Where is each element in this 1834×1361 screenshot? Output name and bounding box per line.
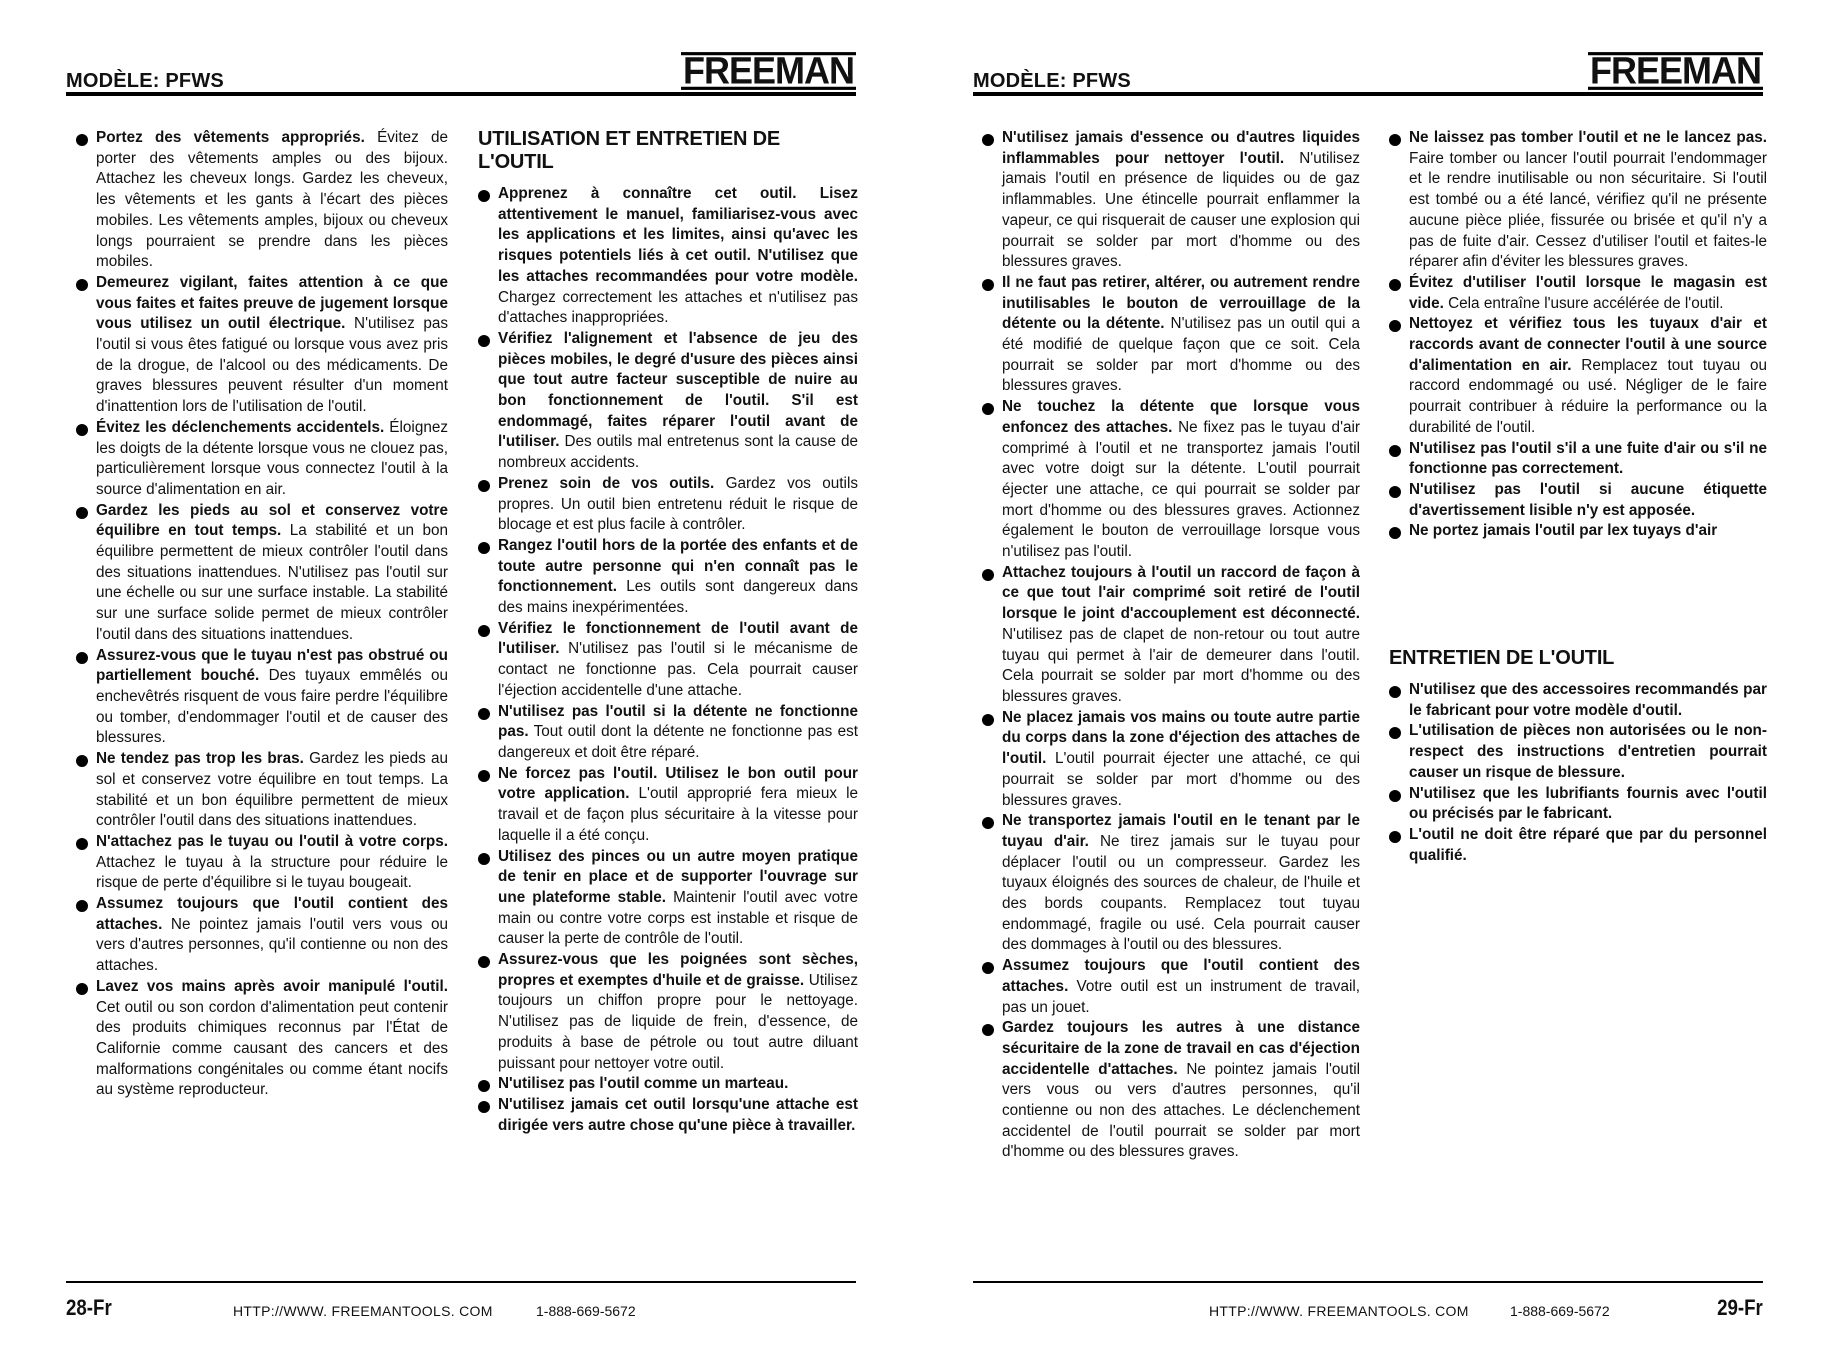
item-heading: Évitez les déclenchements accidentels. [96,418,385,436]
bullet-icon [478,956,490,968]
bullet-icon [478,770,490,782]
item-text: Remplacez tout tuyau ou raccord endommagé ou usé. Négliger de le faire pourrait contribuer à réduire la performance ou la durabilité de l'outil. [1409,356,1768,436]
bullet-icon [1389,134,1401,146]
item-text: L'outil approprié fera mieux le travail et de façon plus sécuritaire à la vitesse pour laquelle il a été conçu. [498,785,858,844]
bullet-icon [478,335,490,347]
list-item [478,950,858,1074]
freeman-logo [681,49,856,93]
footer-rule [973,1281,1763,1283]
item-heading: Il ne faut pas retirer, altérer, ou autrement rendre inutilisables le bouton de verrouillage de la détente ou la détente. [1002,273,1360,333]
item-text: Ne pointez jamais l'outil vers vous ou vers d'autres personnes, qu'il contienne ou non des attaches. Le déclenchement accidentel de l'outil pourrait se solder par mort d'homme ou des blessures graves. [1002,1060,1360,1161]
list-item [76,646,448,750]
item-text: Attachez le tuyau à la structure pour réduire le risque de perte d'équilibre si le tuyau bougeait. [96,853,448,892]
header-rule [973,92,1763,96]
item-text: L'outil pourrait éjecter une attaché, ce qui pourrait se solder par mort d'homme ou des blessures graves. [1002,750,1360,809]
bullet-icon [982,403,994,415]
item-heading: Assurez-vous que les poignées sont sèches, propres et exemptes d'huile et de graisse. [498,951,858,989]
right-column-1 [982,128,1360,1163]
item-text: Gardez les pieds au sol et conservez votre équilibre en tout temps. La stabilité et un bon équilibre permettent de mieux contrôler l'outil dans des situations inattendues. [96,750,448,830]
item-heading: Assumez toujours que l'outil contient des attaches. [96,895,448,933]
list-item [478,536,858,619]
list-item [478,702,858,764]
item-text: N'utilisez pas l'outil si le mécanisme de contact ne fonctionne pas. Cela pourrait causer l'éjection accidentelle d'une attache. [498,640,858,699]
bullet-icon [1389,486,1401,498]
bullet-icon [76,652,88,664]
list-item [982,128,1360,273]
left-column-2 [478,128,858,1136]
list-item [982,1018,1360,1163]
item-text: Ne pointez jamais l'outil vers vous ou vers d'autres personnes, qu'il contienne ou non des attaches. [96,915,448,975]
item-heading: Utilisez des pinces ou un autre moyen pratique de tenir en place et de supporter l'ouvrage sur une plateforme stable. [498,847,858,906]
item-text: Cet outil ou son cordon d'alimentation peut contenir des produits chimiques reconnus par l'État de Californie comme causant des cancers et des malformations congénitales ou comme étant nocifs au système reproducteur. [96,998,448,1099]
model-label: MODÈLE: PFWS [66,70,224,92]
list-item [1389,521,1767,542]
list-item [76,749,448,832]
item-heading: Portez des vêtements appropriés. [96,129,365,146]
bullet-icon [76,279,88,291]
bullet-icon [1389,790,1401,802]
item-text: Votre outil est un instrument de travail, pas un jouet. [1002,977,1360,1016]
bullet-icon [478,708,490,720]
list-item [76,128,448,273]
bullet-icon [982,279,994,291]
entretien-list [1389,680,1767,866]
item-heading: Assumez toujours que l'outil contient des attaches. [1002,957,1360,995]
header-rule [66,92,856,96]
item-text: Les outils sont dangereux dans des mains inexpérimentées. [498,578,858,617]
item-heading: Assurez-vous que le tuyau n'est pas obstrué ou partiellement bouché. [96,646,448,685]
item-heading: Vérifiez le fonctionnement de l'outil avant de l'utiliser. [498,619,858,658]
list-item [76,832,448,894]
item-text: Éloignez les doigts de la détente lorsque vous ne clouez pas, particulièrement lorsque vous connectez l'outil à la source d'alimentation en air. [96,418,448,498]
item-text: Ne tirez jamais sur le tuyau pour déplacer l'outil ou un compresseur. Gardez les tuyaux éloignés des sources de chaleur, de l'huile et des bords coupants. Remplacez tout tuyau endommagé, fragile ou usé. Cela pourrait causer des dommages à l'outil ou des blessures. [1002,832,1360,954]
footer-phone: 1-888-669-5672 [536,1303,636,1319]
safety-list [76,128,448,1101]
footer-url: HTTP://WWW. FREEMANTOOLS. COM [233,1303,493,1319]
item-text: Chargez correctement les attaches et n'utilisez pas d'attaches inappropriées. [498,288,858,327]
model-label: MODÈLE: PFWS [973,70,1131,92]
item-heading: L'utilisation de pièces non autorisées ou le non-respect des instructions d'entretien pourrait causer un risque de blessure. [1409,722,1767,781]
item-text: Des outils mal entretenus sont la cause de nombreux accidents. [498,433,858,472]
bullet-icon [982,134,994,146]
bullet-icon [76,507,88,519]
bullet-icon [76,424,88,436]
item-text: Tout outil dont la détente ne fonctionne pas est dangereux et doit être réparé. [498,723,858,761]
footer-rule [66,1281,856,1283]
item-heading: Ne laissez pas tomber l'outil et ne le lancez pas. [1409,129,1767,146]
item-heading: Gardez toujours les autres à une distance sécuritaire de la zone de travail en cas d'éjection accidentelle d'attaches. [1002,1019,1360,1078]
list-item [982,563,1360,708]
list-item [478,847,858,951]
item-heading: Ne transportez jamais l'outil en le tenant par le tuyau d'air. [1002,812,1360,850]
bullet-icon [478,190,490,202]
page-number: 28-Fr [66,1295,112,1320]
list-item [1389,439,1767,480]
bullet-icon [478,625,490,637]
list-item [478,184,858,329]
item-heading: N'utilisez pas l'outil si aucune étiquette d'avertissement lisible n'y est apposée. [1409,480,1767,519]
bullet-icon [982,962,994,974]
item-text: N'utilisez jamais l'outil en présence de liquides ou de gaz inflammables. Une étincelle pourrait enflammer la vapeur, ce qui risquerait de causer une explosion qui pourrait se solder par mort d'homme ou des blessures graves. [1002,149,1360,271]
list-item [1389,721,1767,783]
item-heading: Évitez d'utiliser l'outil lorsque le magasin est vide. [1409,273,1767,312]
item-heading: N'utilisez jamais cet outil lorsqu'une attache est dirigée vers autre chose qu'une pièce à travailler. [498,1095,858,1134]
safety-list [982,128,1360,1163]
footer-url: HTTP://WWW. FREEMANTOOLS. COM [1209,1303,1469,1319]
item-heading: Nettoyez et vérifiez tous les tuyaux d'air et raccords avant de connecter l'outil à une source d'alimentation en air. [1409,315,1767,374]
list-item [1389,480,1767,521]
bullet-icon [1389,831,1401,843]
utilisation-list [478,184,858,1136]
item-heading: N'utilisez jamais d'essence ou d'autres liquides inflammables pour nettoyer l'outil. [1002,129,1360,167]
item-heading: Gardez les pieds au sol et conservez votre équilibre en tout temps. [96,501,448,540]
item-heading: Prenez soin de vos outils. [498,474,715,492]
item-text: Gardez vos outils propres. Un outil bien entretenu réduit le risque de blocage et est plus facile à contrôler. [498,474,858,534]
bullet-icon [982,1024,994,1036]
logo-text: FREEMAN [683,48,854,92]
bullet-icon [76,134,88,146]
list-item [76,501,448,646]
item-heading: N'utilisez que les lubrifiants fournis avec l'outil ou précisés par le fabricant. [1409,784,1767,823]
bullet-icon [478,542,490,554]
right-column-2 [1389,128,1767,866]
item-heading: Ne touchez la détente que lorsque vous enfoncez des attaches. [1002,398,1360,436]
bullet-icon [1389,727,1401,739]
item-text: Faire tomber ou lancer l'outil pourrait l'endommager et le rendre inutilisable ou non sécuritaire. Si l'outil est tombé ou a été lancé, vérifiez qu'il ne présente aucune pièce pliée, fissurée ou brisée et qu'il n'y a pas de fuite d'air. Cessez d'utiliser l'outil et faites-le réparer afin d'éviter les blessures graves. [1409,149,1767,271]
item-heading: N'utilisez pas l'outil comme un marteau. [498,1075,789,1093]
bullet-icon [1389,527,1401,539]
item-heading: Lavez vos mains après avoir manipulé l'outil. [96,977,448,995]
bullet-icon [76,900,88,912]
list-item [982,956,1360,1018]
item-text: La stabilité et un bon équilibre permettent de mieux contrôler l'outil dans des situations inattendues. N'utilisez pas l'outil sur une échelle ou sur une surface instable. La stabilité sur une surface solide permet de mieux contrôler l'outil dans des situations inattendues. [96,522,448,643]
list-item [478,619,858,702]
list-item [76,977,448,1101]
bullet-icon [478,853,490,865]
item-heading: Demeurez vigilant, faites attention à ce que vous faites et faites preuve de jugement lorsque vous utilisez un outil électrique. [96,273,448,333]
bullet-icon [1389,445,1401,457]
list-item [1389,825,1767,866]
item-heading: Attachez toujours à l'outil un raccord de façon à ce que tout l'air comprimé soit retiré de l'outil lorsque le joint d'accouplement est déconnecté. [1002,563,1360,623]
item-heading: N'utilisez pas l'outil s'il a une fuite d'air ou s'il ne fonctionne pas correctement. [1409,439,1767,478]
item-heading: N'utilisez pas l'outil si la détente ne fonctionne pas. [498,702,858,741]
bullet-icon [76,838,88,850]
section-spacer [1389,542,1767,647]
bullet-icon [1389,686,1401,698]
list-item [478,474,858,536]
item-text: N'utilisez pas un outil qui a été modifié de quelque façon que ce soit. Cela pourrait se solder par mort d'homme ou des blessures graves. [1002,315,1360,395]
list-item [478,329,858,474]
item-heading: Ne forcez pas l'outil. Utilisez le bon outil pour votre application. [498,764,858,803]
item-text: Cela entraîne l'usure accélérée de l'outil. [1443,294,1724,312]
bullet-icon [1389,320,1401,332]
item-heading: L'outil ne doit être réparé que par du personnel qualifié. [1409,825,1767,864]
bullet-icon [982,817,994,829]
list-item [982,273,1360,397]
page-number: 29-Fr [1717,1295,1763,1320]
list-item [478,764,858,847]
item-heading: Apprenez à connaître cet outil. Lisez attentivement le manuel, familiarisez-vous avec les applications et les limites, ainsi qu'avec les risques potentiels liés à cet outil. N'utilisez que les attaches recommandées pour votre modèle. [498,185,858,285]
item-text: Utilisez toujours un chiffon propre pour le nettoyage. N'utilisez pas de liquide de frein, d'essence, de produits à base de pétrole ou tout autre diluant puissant pour nettoyer votre outil. [498,971,858,1072]
item-text: N'utilisez pas l'outil si vous êtes fatigué ou lorsque vous avez pris de la drogue, de l'alcool ou des médicaments. De graves blessures peuvent résulter d'un moment d'inattention lors de l'utilisation de l'outil. [96,315,448,416]
bullet-icon [76,983,88,995]
page-header [66,50,856,98]
item-text: Des tuyaux emmêlés ou enchevêtrés risquent de vous faire perdre l'équilibre ou tomber, d'endommager l'outil et de causer des blessures. [96,667,448,747]
list-item [982,708,1360,812]
item-heading: Ne placez jamais vos mains ou toute autre partie du corps dans la zone d'éjection des attaches de l'outil. [1002,708,1360,768]
left-column-1 [76,128,448,1101]
section-title-entretien: ENTRETIEN DE L'OUTIL [1389,647,1615,670]
item-heading: Ne tendez pas trop les bras. [96,750,304,768]
item-heading: N'utilisez que des accessoires recommandés par le fabricant pour votre modèle d'outil. [1409,681,1767,719]
list-item [1389,128,1767,273]
item-text: Évitez de porter des vêtements amples ou des bijoux. Attachez les cheveux longs. Gardez les cheveux, les vêtements et les gants à l'écart des pièces mobiles. Les vêtements amples, bijoux ou cheveux longs pourraient se prendre dans les pièces mobiles. [96,129,448,271]
page-header [973,50,1763,98]
bullet-icon [478,480,490,492]
item-heading: Vérifiez l'alignement et l'absence de jeu des pièces mobiles, le degré d'usure des pièces ainsi que tout autre facteur susceptible de nuire au bon fonctionnement de l'outil. S'il est endommagé, faites réparer l'outil avant de l'utiliser. [498,329,858,451]
list-item [76,273,448,418]
item-heading: N'attachez pas le tuyau ou l'outil à votre corps. [96,832,448,850]
bullet-icon [1389,279,1401,291]
bullet-icon [982,714,994,726]
item-text: Ne fixez pas le tuyau d'air comprimé à l'outil et ne transportez jamais l'outil avec votre doigt sur la détente. L'outil pourrait éjecter une attache, ce qui pourrait se solder par mort d'homme ou des blessures graves. Actionnez également le bouton de verrouillage lorsque vous n'utilisez pas l'outil. [1002,418,1360,561]
list-item [982,811,1360,956]
item-text: Maintenir l'outil avec votre main ou contre votre corps est instable et risque de causer la perte de contrôle de l'outil. [498,888,858,948]
list-item [478,1074,858,1095]
list-item [1389,273,1767,314]
section-title-utilisation: UTILISATION ET ENTRETIEN DE L'OUTIL [478,128,781,173]
list-item [1389,680,1767,721]
item-heading: Rangez l'outil hors de la portée des enfants et de toute autre personne qui n'en connaît pas le fonctionnement. [498,536,858,596]
list-item [478,1095,858,1136]
bullet-icon [76,755,88,767]
list-item [76,894,448,977]
list-item [1389,784,1767,825]
list-item [1389,314,1767,438]
freeman-logo [1588,49,1763,93]
right-page [917,0,1834,1361]
list-item [76,418,448,501]
logo-text: FREEMAN [1590,48,1761,92]
footer-phone: 1-888-669-5672 [1510,1303,1610,1319]
safety-list [1389,128,1767,542]
list-item [982,397,1360,563]
bullet-icon [478,1101,490,1113]
bullet-icon [982,569,994,581]
item-heading: Ne portez jamais l'outil par lex tuyays d'air [1409,522,1718,540]
bullet-icon [478,1080,490,1092]
item-text: N'utilisez pas de clapet de non-retour ou tout autre tuyau qui permet à l'air de demeurer dans l'outil. Cela pourrait se solder par mort d'homme ou des blessures graves. [1002,625,1360,705]
